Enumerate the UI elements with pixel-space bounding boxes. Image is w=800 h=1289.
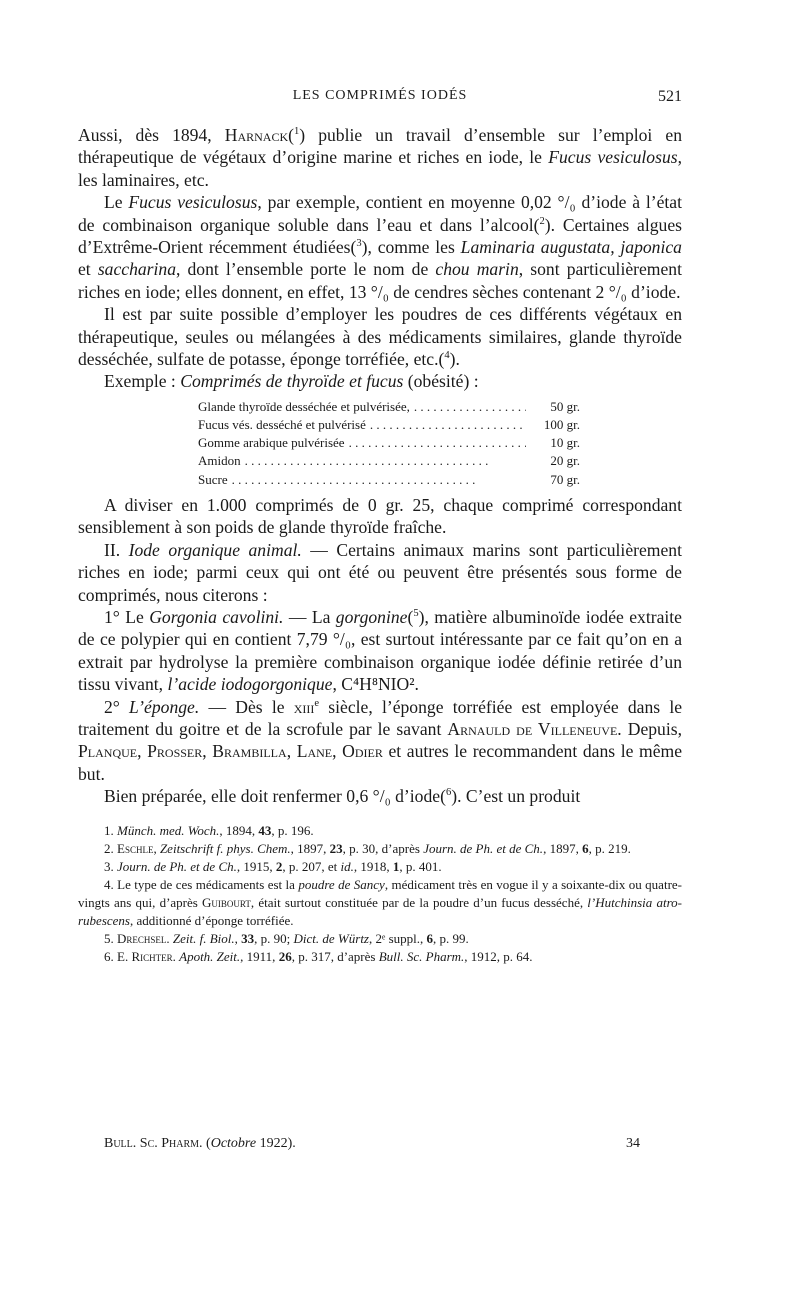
footnote: 6. E. Richter. Apoth. Zeit., 1911, 26, p. 317, d’après Bull. Sc. Pharm., 1912, p. 64. <box>104 948 533 964</box>
recipe-row: Glande thyroïde desséchée et pulvérisée, . . . 50 gr. <box>198 398 580 416</box>
paragraph: Le Fucus vesiculosus, par exemple, contient en moyenne 0,02 °/₀ d’iode à l’état de combinaison organique soluble dans l’eau et dans l’alcool($^2$). Certaines algues d’Extrême-Orient récemment étudiées($^3$), comme les Laminaria augustata, japonica et saccharina, dont l’ensemble porte le nom de chou marin, sont particulièrement riches en iode; elles donnent, en effet, 13 °/₀ de cendres sèches contenant 2 °/₀ d’iode. <box>78 192 682 302</box>
paragraph: A diviser en 1.000 comprimés de 0 gr. 25, chaque comprimé correspondant sensiblement à son poids de glande thyroïde fraîche. <box>78 494 682 538</box>
paragraph: Il est par suite possible d’employer les poudres de ces différents végétaux en thérapeutique, seules ou mélangées à des médicaments similaires, glande thyroïde desséchée, sulfate de potasse, éponge torréfiée, etc.($^4$). <box>78 304 682 370</box>
paragraph: Exemple : Comprimés de thyroïde et fucus (obésité) : <box>104 371 479 392</box>
recipe-row: Amidon . . . 20 gr. <box>198 452 580 470</box>
paragraph: 1° Le Gorgonia cavolini. — La gorgonine($^5$), matière albuminoïde iodée extraite de ce polypier qui en contient 7,79 °/₀, est surtout intéressante par ce fait qu’on en a extrait par hydrolyse la première combinaison organique iodée définie retirée d’un tissu vivant, l’acide iodogorgonique, C⁴H⁸NIO². <box>78 606 682 695</box>
footnote-ref: 5 <box>413 608 419 620</box>
journal-signature: Bull. Sc. Pharm. (Octobre 1922). <box>104 1136 296 1151</box>
paragraph: Bien préparée, elle doit renfermer 0,6 °/₀ d’iode($^6$). C’est un produit <box>104 786 581 807</box>
paragraph: 2° L’éponge. — Dès le xiii$^e$ siècle, l’éponge torréfiée est employée dans le traitement du goitre et de la scrofule par le savant Arnauld de Villeneuve. Depuis, Planque, Prosser, Brambilla, Lane, Odier et autres le recommandent dans le même but. <box>78 696 683 784</box>
sheet-signature: 34 <box>626 1136 640 1151</box>
author-name: Harnack <box>224 125 289 145</box>
page-header <box>78 88 682 112</box>
footnotes <box>78 822 682 966</box>
footnote: 4. Le type de ces médicaments est la poudre de Sancy, médicament très en vogue il y a soixante-dix ou quatre-vingts ans qui, d’après Guibourt, était surtout constituée par de la poudre d’un fucus desséché, l’Hutchinsia atro-rubescens, additionné d’éponge torréfiée. <box>78 876 683 928</box>
footnote: 5. Drechsel. Zeit. f. Biol., 33, p. 90; Dict. de Würtz, 2ᵉ suppl., 6, p. 99. <box>104 930 469 946</box>
footnote-ref: 6 <box>445 787 452 799</box>
running-title: LES COMPRIMÉS IODÉS <box>292 88 468 103</box>
footnote: 2. Eschle, Zeitschrift f. phys. Chem., 1897, 23, p. 30, d’après Journ. de Ph. et de Ch., 1897, 6, p. 219. <box>104 840 631 856</box>
footnote: 1. Münch. med. Woch., 1894, 43, p. 196. <box>104 822 314 838</box>
leader-dots <box>241 452 526 470</box>
footnote-ref: 2 <box>539 215 545 227</box>
footnote: 3. Journ. de Ph. et de Ch., 1915, 2, p. 207, et id., 1918, 1, p. 401. <box>104 858 442 874</box>
recipe-row: Gomme arabique pulvérisée . . . 10 gr. <box>198 434 580 452</box>
leader-dots <box>345 434 526 452</box>
author-name: Lane <box>296 741 333 762</box>
recipe-table <box>198 398 580 489</box>
footnote-ref: 1 <box>294 126 300 138</box>
author-name: Planque <box>78 741 138 762</box>
leader-dots <box>366 416 526 434</box>
leader-dots <box>228 471 526 489</box>
main-text <box>78 124 682 966</box>
footnote-ref: 4 <box>444 350 450 362</box>
author-name: Arnauld de Villeneuve <box>447 718 618 739</box>
footnote-ref: 3 <box>356 238 362 250</box>
page-number: 521 <box>658 88 682 105</box>
author-name: Prosser <box>147 741 203 762</box>
section-title: Iode organique animal. <box>128 539 302 560</box>
author-name: Odier <box>342 741 383 762</box>
recipe-row: Sucre . . . 70 gr. <box>198 471 580 489</box>
author-name: Brambilla <box>212 741 287 762</box>
recipe-row: Fucus vés. desséché et pulvérisé . . . 100 gr. <box>198 416 580 434</box>
page-footer <box>104 1136 640 1158</box>
paragraph: II. Iode organique animal. — Certains animaux marins sont particulièrement riches en iode; parmi ceux qui ont été ou peuvent être présentés sous forme de comprimés, nous citerons : <box>78 539 682 605</box>
formula-title: Comprimés de thyroïde et fucus <box>180 371 404 392</box>
leader-dots <box>410 398 526 416</box>
paragraph: Aussi, dès 1894, Harnack($^1$) publie un travail d’ensemble sur l’emploi en thérapeutique de végétaux d’origine marine et riches en iode, le Fucus vesiculosus, les laminaires, etc. <box>78 125 683 190</box>
